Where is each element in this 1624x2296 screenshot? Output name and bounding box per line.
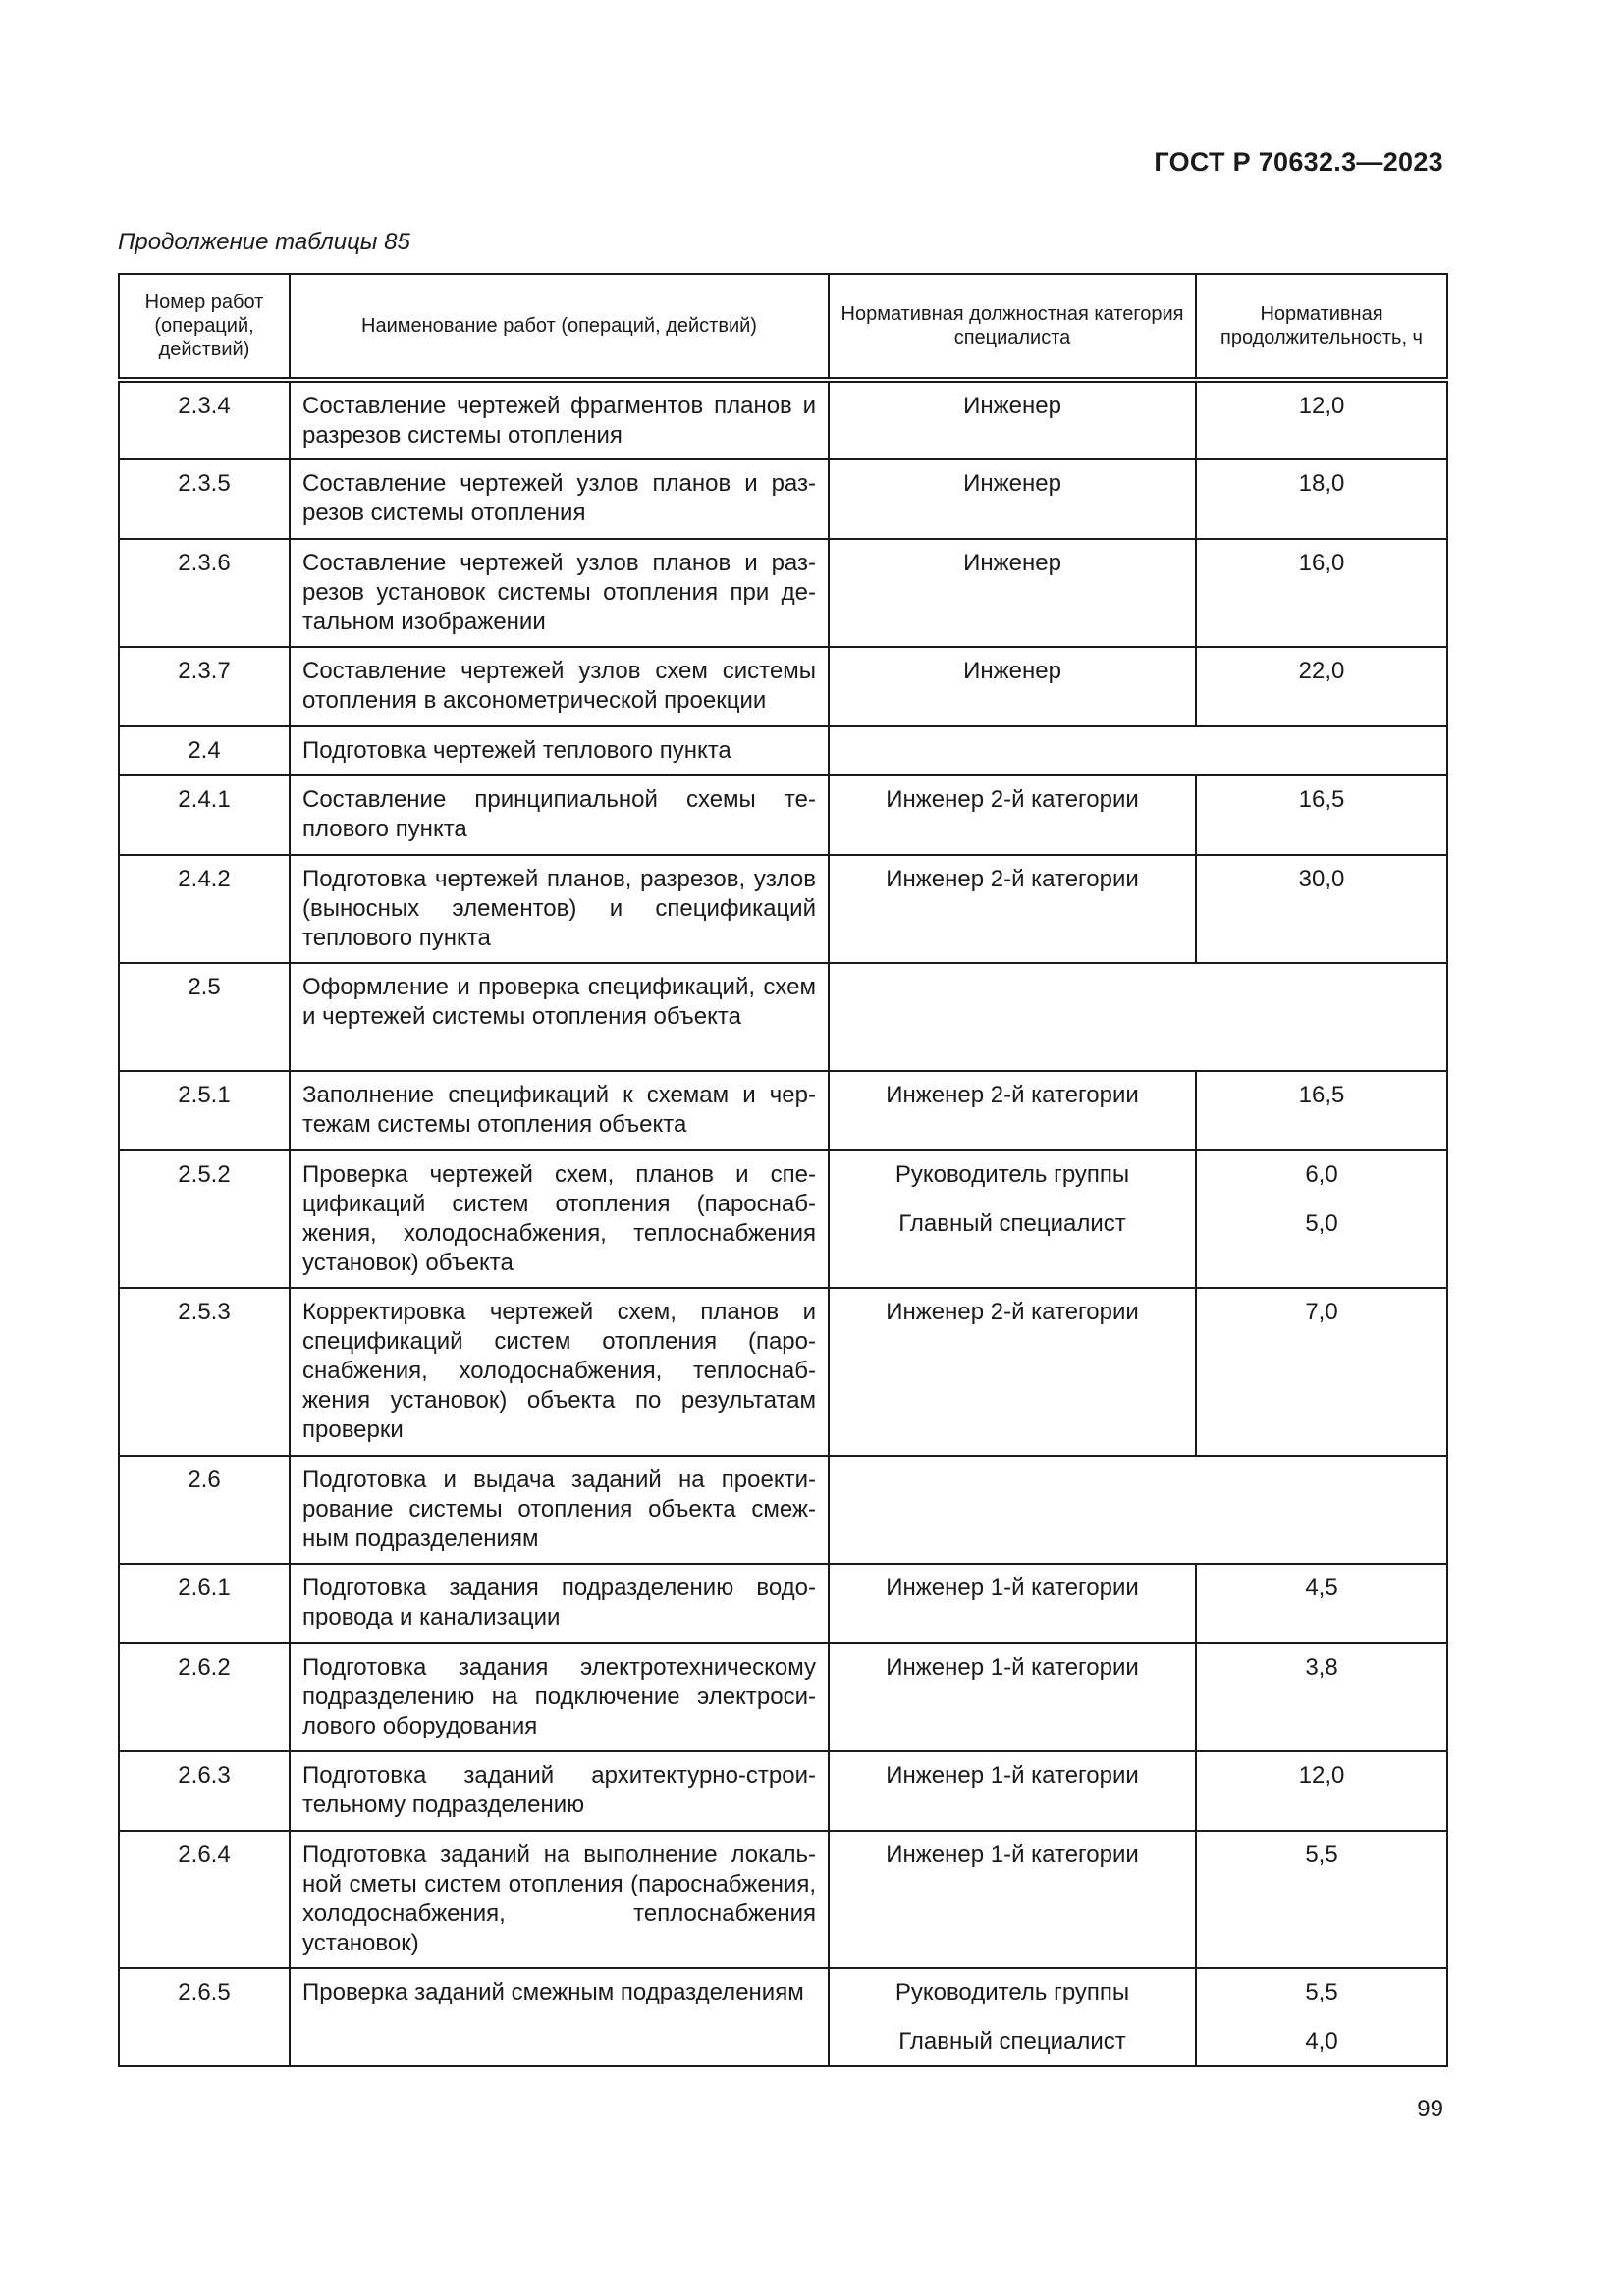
table-row (119, 1288, 1447, 1456)
specialist-category (829, 1288, 1196, 1456)
work-number: 2.4 (119, 726, 290, 775)
table-row (119, 459, 1447, 539)
column-header-category: Нормативная должностная категория специалиста (829, 274, 1196, 380)
table-row (119, 855, 1447, 963)
duration (1196, 1564, 1447, 1643)
column-header-number: Номер работ (операций, действий) (119, 274, 290, 380)
duration (1196, 855, 1447, 963)
norms-table (118, 273, 1448, 2067)
work-number: 2.6 (119, 1456, 290, 1564)
category-value: Инженер (963, 470, 1061, 497)
duration-value: 6,0 (1305, 1161, 1338, 1188)
specialist-category (829, 539, 1196, 647)
empty-cell (829, 726, 1447, 775)
category-value: Инженер 2-й категории (886, 866, 1139, 892)
table-row (119, 539, 1447, 647)
work-number: 2.3.7 (119, 647, 290, 726)
table-row (119, 1071, 1447, 1150)
table-row (119, 1456, 1447, 1564)
duration (1196, 1288, 1447, 1456)
work-name: Составление принципиальной схемы теплового пункта (290, 775, 829, 855)
duration-value: 22,0 (1298, 658, 1345, 684)
work-name: Подготовка и выдача заданий на проектирование системы отопления объекта смежным подразделениям (290, 1456, 829, 1564)
duration (1196, 647, 1447, 726)
table-row (119, 775, 1447, 855)
table-row (119, 726, 1447, 775)
work-number: 2.5.3 (119, 1288, 290, 1456)
category-value: Инженер 2-й категории (886, 1082, 1139, 1108)
page-number: 99 (1417, 2096, 1443, 2122)
duration (1196, 1643, 1447, 1751)
duration (1196, 1751, 1447, 1831)
work-name: Составление чертежей узлов схем системы отопления в аксонометрической проекции (290, 647, 829, 726)
duration-value: 3,8 (1305, 1654, 1338, 1681)
specialist-category (829, 1831, 1196, 1968)
duration (1196, 1071, 1447, 1150)
category-value: Главный специалист (898, 2028, 1126, 2055)
category-value: Инженер 1-й категории (886, 1762, 1139, 1789)
work-name: Подготовка заданий архитектурно-строительному подразделению (290, 1751, 829, 1831)
category-value: Инженер 1-й категории (886, 1842, 1139, 1868)
work-number: 2.6.1 (119, 1564, 290, 1643)
work-name: Подготовка заданий на выполнение локальной сметы систем отопления (пароснабжения, холодоснабжения, теплоснабжения установок) (290, 1831, 829, 1968)
work-name: Составление чертежей фрагментов планов и разрезов системы отопления (290, 380, 829, 459)
work-name: Корректировка чертежей схем, планов и спецификаций систем отопления (пароснабжения, холодоснабжения, теплоснабжения установок) объекта по результатам проверки (290, 1288, 829, 1456)
table-row (119, 380, 1447, 459)
category-value: Инженер 2-й категории (886, 786, 1139, 813)
work-number: 2.3.4 (119, 380, 290, 459)
specialist-category (829, 459, 1196, 539)
document-code: ГОСТ Р 70632.3—2023 (1154, 147, 1443, 177)
specialist-category (829, 1071, 1196, 1150)
specialist-category (829, 380, 1196, 459)
duration-value: 16,5 (1298, 786, 1345, 813)
category-value: Руководитель группы (894, 1979, 1130, 2005)
empty-cell (829, 1456, 1447, 1564)
table-row (119, 1968, 1447, 2066)
category-value: Инженер (963, 550, 1061, 576)
work-name: Составление чертежей узлов планов и разрезов системы отопления (290, 459, 829, 539)
duration-value: 12,0 (1298, 1762, 1345, 1789)
duration-value: 4,5 (1305, 1575, 1338, 1601)
category-value: Руководитель группы (894, 1161, 1130, 1188)
duration-value: 16,5 (1298, 1082, 1345, 1108)
work-name: Проверка заданий смежным подразделениям (290, 1968, 829, 2066)
work-number: 2.6.2 (119, 1643, 290, 1751)
work-name: Оформление и проверка спецификаций, схем и чертежей системы отопления объекта (290, 963, 829, 1071)
work-number: 2.6.4 (119, 1831, 290, 1968)
category-value: Инженер (963, 658, 1061, 684)
table-caption: Продолжение таблицы 85 (118, 229, 410, 255)
specialist-category (829, 1643, 1196, 1751)
work-number: 2.6.3 (119, 1751, 290, 1831)
work-name: Проверка чертежей схем, планов и спецификаций систем отопления (пароснабжения, холодоснабжения, теплоснабжения установок) объекта (290, 1150, 829, 1288)
duration (1196, 1150, 1447, 1288)
duration (1196, 775, 1447, 855)
work-name: Подготовка чертежей планов, разрезов, узлов (выносных элементов) и спецификаций теплового пункта (290, 855, 829, 963)
table-row (119, 1150, 1447, 1288)
specialist-category (829, 1968, 1196, 2066)
specialist-category (829, 1751, 1196, 1831)
duration-value: 5,0 (1305, 1210, 1338, 1237)
table-row (119, 963, 1447, 1071)
duration-value: 30,0 (1298, 866, 1345, 892)
specialist-category (829, 775, 1196, 855)
specialist-category (829, 855, 1196, 963)
column-header-duration: Нормативная продолжительность, ч (1196, 274, 1447, 380)
work-number: 2.3.6 (119, 539, 290, 647)
duration (1196, 380, 1447, 459)
duration-value: 12,0 (1298, 393, 1345, 419)
work-name: Подготовка задания электротехническому подразделению на подключение электросилового оборудования (290, 1643, 829, 1751)
category-value: Главный специалист (898, 1210, 1126, 1237)
table-row (119, 1643, 1447, 1751)
empty-cell (829, 963, 1447, 1071)
duration-value: 5,5 (1305, 1979, 1338, 2005)
category-value: Инженер 1-й категории (886, 1654, 1139, 1681)
duration-value: 5,5 (1305, 1842, 1338, 1868)
duration-value: 16,0 (1298, 550, 1345, 576)
work-number: 2.3.5 (119, 459, 290, 539)
work-name: Составление чертежей узлов планов и разрезов установок системы отопления при детальном изображении (290, 539, 829, 647)
duration-value: 4,0 (1305, 2028, 1338, 2055)
table-row (119, 647, 1447, 726)
duration (1196, 1968, 1447, 2066)
table-row (119, 1751, 1447, 1831)
work-number: 2.5 (119, 963, 290, 1071)
category-value: Инженер 1-й категории (886, 1575, 1139, 1601)
work-number: 2.4.1 (119, 775, 290, 855)
work-number: 2.5.1 (119, 1071, 290, 1150)
work-name: Подготовка задания подразделению водопровода и канализации (290, 1564, 829, 1643)
work-number: 2.5.2 (119, 1150, 290, 1288)
work-name: Заполнение спецификаций к схемам и чертежам системы отопления объекта (290, 1071, 829, 1150)
table-row (119, 1564, 1447, 1643)
category-value: Инженер 2-й категории (886, 1299, 1139, 1325)
work-number: 2.6.5 (119, 1968, 290, 2066)
duration (1196, 459, 1447, 539)
table-header-row (119, 274, 1447, 380)
table-row (119, 1831, 1447, 1968)
duration (1196, 539, 1447, 647)
specialist-category (829, 1150, 1196, 1288)
specialist-category (829, 1564, 1196, 1643)
duration-value: 18,0 (1298, 470, 1345, 497)
category-value: Инженер (963, 393, 1061, 419)
duration-value: 7,0 (1305, 1299, 1338, 1325)
table-body (119, 380, 1447, 2066)
work-name: Подготовка чертежей теплового пункта (290, 726, 829, 775)
duration (1196, 1831, 1447, 1968)
column-header-name: Наименование работ (операций, действий) (290, 274, 829, 380)
specialist-category (829, 647, 1196, 726)
work-number: 2.4.2 (119, 855, 290, 963)
